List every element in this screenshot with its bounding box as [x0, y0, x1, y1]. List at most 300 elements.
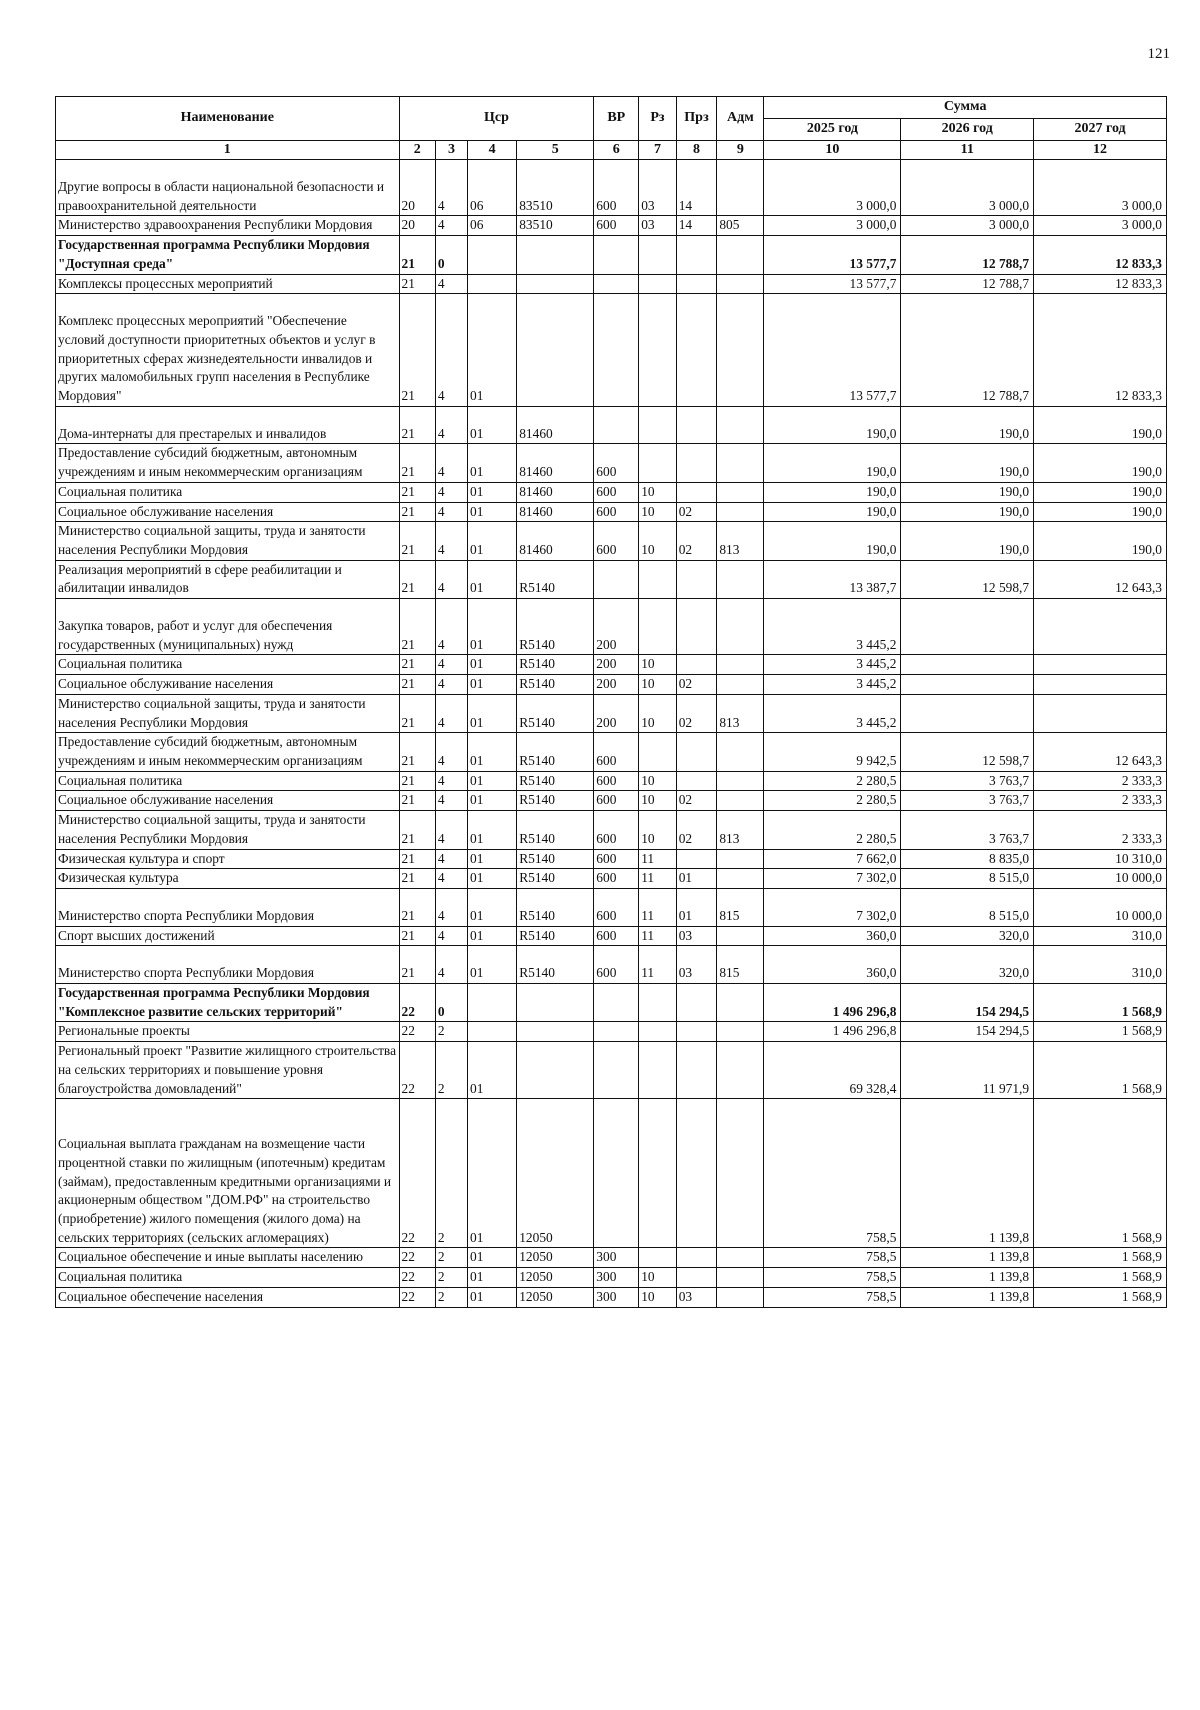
rz-code: 03 — [639, 160, 676, 216]
csr-part-4: R5140 — [517, 733, 594, 771]
amount-2026 — [901, 599, 1034, 655]
prz-code — [676, 236, 717, 274]
csr-part-2: 0 — [435, 236, 467, 274]
amount-2026 — [901, 694, 1034, 732]
amount-2025: 9 942,5 — [764, 733, 901, 771]
csr-part-3: 01 — [468, 655, 517, 675]
csr-part-1: 21 — [399, 560, 435, 598]
amount-2026 — [901, 655, 1034, 675]
rz-code — [639, 294, 676, 407]
row-name: Комплекс процессных мероприятий "Обеспечение условий доступности приоритетных объектов и услуг в приоритетных сферах жизнедеятельности инвалидов и других маломобильных групп населения в Республике Мордовия" — [56, 294, 400, 407]
table-row — [56, 849, 1167, 869]
csr-part-1: 21 — [399, 274, 435, 294]
csr-part-1: 21 — [399, 849, 435, 869]
rz-code: 10 — [639, 482, 676, 502]
csr-part-2: 2 — [435, 1268, 467, 1288]
amount-2027: 2 333,3 — [1034, 811, 1167, 849]
prz-code: 02 — [676, 694, 717, 732]
amount-2025: 3 445,2 — [764, 675, 901, 695]
amount-2026: 154 294,5 — [901, 1022, 1034, 1042]
adm-code: 813 — [717, 522, 764, 560]
csr-part-3: 01 — [468, 694, 517, 732]
row-name: Реализация мероприятий в сфере реабилитации и абилитации инвалидов — [56, 560, 400, 598]
rz-code — [639, 236, 676, 274]
csr-part-3: 01 — [468, 1268, 517, 1288]
table-row — [56, 946, 1167, 984]
csr-part-4 — [517, 1042, 594, 1099]
csr-part-2: 4 — [435, 733, 467, 771]
adm-code — [717, 849, 764, 869]
csr-part-2: 4 — [435, 926, 467, 946]
csr-part-2: 4 — [435, 522, 467, 560]
table-row — [56, 216, 1167, 236]
amount-2027: 1 568,9 — [1034, 1287, 1167, 1307]
column-number: 5 — [517, 141, 594, 160]
csr-part-2: 4 — [435, 771, 467, 791]
adm-code — [717, 236, 764, 274]
amount-2027: 190,0 — [1034, 406, 1167, 444]
csr-part-4: R5140 — [517, 791, 594, 811]
amount-2027: 1 568,9 — [1034, 1022, 1167, 1042]
row-name: Дома-интернаты для престарелых и инвалидов — [56, 406, 400, 444]
vr-code: 200 — [594, 599, 639, 655]
column-number: 9 — [717, 141, 764, 160]
csr-part-4 — [517, 236, 594, 274]
prz-code: 03 — [676, 1287, 717, 1307]
csr-part-1: 21 — [399, 811, 435, 849]
rz-code: 10 — [639, 811, 676, 849]
amount-2027: 12 833,3 — [1034, 274, 1167, 294]
vr-code: 600 — [594, 791, 639, 811]
table-row — [56, 1287, 1167, 1307]
adm-code — [717, 771, 764, 791]
prz-code — [676, 444, 717, 482]
table-row — [56, 444, 1167, 482]
csr-part-3: 06 — [468, 216, 517, 236]
table-row — [56, 1268, 1167, 1288]
csr-part-1: 22 — [399, 1099, 435, 1248]
prz-code: 14 — [676, 216, 717, 236]
csr-part-1: 21 — [399, 294, 435, 407]
csr-part-2: 2 — [435, 1287, 467, 1307]
rz-code — [639, 984, 676, 1022]
rz-code: 03 — [639, 216, 676, 236]
csr-part-2: 4 — [435, 888, 467, 926]
amount-2027: 1 568,9 — [1034, 1099, 1167, 1248]
csr-part-4: 81460 — [517, 522, 594, 560]
table-row — [56, 294, 1167, 407]
amount-2027: 310,0 — [1034, 946, 1167, 984]
prz-code — [676, 1099, 717, 1248]
amount-2026 — [901, 675, 1034, 695]
prz-code — [676, 406, 717, 444]
row-name: Министерство социальной защиты, труда и занятости населения Республики Мордовия — [56, 811, 400, 849]
csr-part-4: R5140 — [517, 811, 594, 849]
csr-part-1: 22 — [399, 1287, 435, 1307]
csr-part-4: 81460 — [517, 406, 594, 444]
rz-code: 10 — [639, 1287, 676, 1307]
row-name: Социальная политика — [56, 655, 400, 675]
rz-code: 10 — [639, 502, 676, 522]
amount-2025: 3 000,0 — [764, 160, 901, 216]
csr-part-3: 01 — [468, 482, 517, 502]
row-name: Предоставление субсидий бюджетным, автономным учреждениям и иным некоммерческим организациям — [56, 444, 400, 482]
row-name: Социальное обеспечение и иные выплаты населению — [56, 1248, 400, 1268]
csr-part-1: 21 — [399, 502, 435, 522]
amount-2027: 2 333,3 — [1034, 771, 1167, 791]
amount-2025: 3 445,2 — [764, 599, 901, 655]
rz-code — [639, 1042, 676, 1099]
csr-part-3: 01 — [468, 1287, 517, 1307]
row-name: Социальная политика — [56, 771, 400, 791]
rz-code: 11 — [639, 946, 676, 984]
csr-part-2: 4 — [435, 811, 467, 849]
csr-part-1: 21 — [399, 733, 435, 771]
amount-2026: 320,0 — [901, 926, 1034, 946]
table-row — [56, 560, 1167, 598]
header-sum: Сумма — [764, 97, 1167, 119]
csr-part-1: 21 — [399, 444, 435, 482]
table-row — [56, 791, 1167, 811]
amount-2027: 190,0 — [1034, 444, 1167, 482]
csr-part-4: 12050 — [517, 1248, 594, 1268]
row-name: Комплексы процессных мероприятий — [56, 274, 400, 294]
csr-part-3: 01 — [468, 444, 517, 482]
vr-code: 600 — [594, 160, 639, 216]
prz-code — [676, 1022, 717, 1042]
prz-code: 02 — [676, 791, 717, 811]
amount-2026: 3 763,7 — [901, 811, 1034, 849]
rz-code — [639, 599, 676, 655]
prz-code — [676, 984, 717, 1022]
amount-2026: 1 139,8 — [901, 1268, 1034, 1288]
csr-part-4: 83510 — [517, 216, 594, 236]
amount-2025: 2 280,5 — [764, 771, 901, 791]
header-csr: Цср — [399, 97, 594, 141]
adm-code — [717, 1268, 764, 1288]
csr-part-2: 4 — [435, 160, 467, 216]
column-number: 1 — [56, 141, 400, 160]
amount-2026: 3 000,0 — [901, 160, 1034, 216]
amount-2025: 3 000,0 — [764, 216, 901, 236]
amount-2025: 360,0 — [764, 926, 901, 946]
row-name: Министерство социальной защиты, труда и занятости населения Республики Мордовия — [56, 694, 400, 732]
rz-code — [639, 1099, 676, 1248]
csr-part-2: 4 — [435, 675, 467, 695]
csr-part-1: 21 — [399, 888, 435, 926]
csr-part-2: 4 — [435, 560, 467, 598]
amount-2025: 7 302,0 — [764, 869, 901, 889]
vr-code: 600 — [594, 444, 639, 482]
csr-part-1: 22 — [399, 1042, 435, 1099]
row-name: Физическая культура и спорт — [56, 849, 400, 869]
vr-code: 600 — [594, 946, 639, 984]
vr-code — [594, 1022, 639, 1042]
csr-part-3 — [468, 236, 517, 274]
vr-code: 600 — [594, 502, 639, 522]
csr-part-2: 4 — [435, 694, 467, 732]
csr-part-1: 20 — [399, 160, 435, 216]
row-name: Закупка товаров, работ и услуг для обеспечения государственных (муниципальных) нужд — [56, 599, 400, 655]
table-row — [56, 1248, 1167, 1268]
amount-2027: 190,0 — [1034, 482, 1167, 502]
csr-part-4: 12050 — [517, 1287, 594, 1307]
amount-2026: 190,0 — [901, 482, 1034, 502]
csr-part-2: 4 — [435, 946, 467, 984]
prz-code — [676, 771, 717, 791]
csr-part-1: 22 — [399, 1268, 435, 1288]
amount-2026: 1 139,8 — [901, 1099, 1034, 1248]
vr-code: 600 — [594, 811, 639, 849]
amount-2025: 13 577,7 — [764, 236, 901, 274]
rz-code: 10 — [639, 771, 676, 791]
prz-code: 03 — [676, 926, 717, 946]
amount-2026: 3 763,7 — [901, 791, 1034, 811]
amount-2025: 69 328,4 — [764, 1042, 901, 1099]
csr-part-4 — [517, 274, 594, 294]
table-row — [56, 675, 1167, 695]
csr-part-3 — [468, 274, 517, 294]
vr-code: 200 — [594, 675, 639, 695]
csr-part-1: 22 — [399, 1022, 435, 1042]
row-name: Социальное обслуживание населения — [56, 791, 400, 811]
rz-code — [639, 1022, 676, 1042]
csr-part-2: 4 — [435, 869, 467, 889]
row-name: Социальная политика — [56, 1268, 400, 1288]
vr-code: 600 — [594, 482, 639, 502]
amount-2026: 1 139,8 — [901, 1287, 1034, 1307]
vr-code — [594, 406, 639, 444]
prz-code — [676, 655, 717, 675]
vr-code — [594, 984, 639, 1022]
amount-2027: 190,0 — [1034, 502, 1167, 522]
rz-code — [639, 560, 676, 598]
adm-code — [717, 869, 764, 889]
csr-part-3: 01 — [468, 560, 517, 598]
csr-part-1: 21 — [399, 675, 435, 695]
header-rz: Рз — [639, 97, 676, 141]
table-row — [56, 522, 1167, 560]
table-row — [56, 236, 1167, 274]
csr-part-1: 22 — [399, 1248, 435, 1268]
csr-part-2: 4 — [435, 599, 467, 655]
amount-2027: 310,0 — [1034, 926, 1167, 946]
adm-code — [717, 294, 764, 407]
rz-code: 10 — [639, 1268, 676, 1288]
amount-2025: 758,5 — [764, 1248, 901, 1268]
csr-part-1: 21 — [399, 599, 435, 655]
adm-code — [717, 160, 764, 216]
column-number-row — [56, 141, 1167, 160]
amount-2027 — [1034, 694, 1167, 732]
amount-2025: 3 445,2 — [764, 655, 901, 675]
csr-part-4: 81460 — [517, 482, 594, 502]
rz-code: 11 — [639, 849, 676, 869]
csr-part-3 — [468, 1022, 517, 1042]
table-row — [56, 655, 1167, 675]
amount-2027: 12 833,3 — [1034, 236, 1167, 274]
row-name: Социальное обслуживание населения — [56, 502, 400, 522]
csr-part-2: 2 — [435, 1248, 467, 1268]
csr-part-3: 01 — [468, 869, 517, 889]
csr-part-4: R5140 — [517, 771, 594, 791]
vr-code: 600 — [594, 849, 639, 869]
amount-2027: 10 310,0 — [1034, 849, 1167, 869]
amount-2025: 13 387,7 — [764, 560, 901, 598]
vr-code: 600 — [594, 522, 639, 560]
prz-code: 01 — [676, 869, 717, 889]
rz-code — [639, 444, 676, 482]
csr-part-4 — [517, 1022, 594, 1042]
csr-part-4 — [517, 984, 594, 1022]
amount-2027 — [1034, 655, 1167, 675]
vr-code — [594, 294, 639, 407]
prz-code — [676, 482, 717, 502]
amount-2025: 1 496 296,8 — [764, 1022, 901, 1042]
csr-part-4: 81460 — [517, 444, 594, 482]
csr-part-1: 21 — [399, 236, 435, 274]
amount-2026: 12 788,7 — [901, 236, 1034, 274]
adm-code — [717, 1022, 764, 1042]
csr-part-4: R5140 — [517, 560, 594, 598]
csr-part-4: R5140 — [517, 888, 594, 926]
csr-part-3: 01 — [468, 675, 517, 695]
prz-code — [676, 1248, 717, 1268]
csr-part-1: 21 — [399, 522, 435, 560]
csr-part-3: 01 — [468, 1099, 517, 1248]
adm-code: 815 — [717, 946, 764, 984]
csr-part-2: 4 — [435, 791, 467, 811]
amount-2027: 10 000,0 — [1034, 888, 1167, 926]
rz-code: 10 — [639, 522, 676, 560]
prz-code — [676, 1042, 717, 1099]
vr-code — [594, 1042, 639, 1099]
amount-2026: 3 763,7 — [901, 771, 1034, 791]
amount-2027: 1 568,9 — [1034, 1042, 1167, 1099]
table-row — [56, 926, 1167, 946]
csr-part-1: 20 — [399, 216, 435, 236]
row-name: Социальное обеспечение населения — [56, 1287, 400, 1307]
amount-2026: 12 598,7 — [901, 560, 1034, 598]
csr-part-3: 01 — [468, 1248, 517, 1268]
csr-part-4: R5140 — [517, 946, 594, 984]
csr-part-3: 01 — [468, 791, 517, 811]
amount-2025: 758,5 — [764, 1268, 901, 1288]
csr-part-4: 12050 — [517, 1099, 594, 1248]
vr-code: 600 — [594, 216, 639, 236]
csr-part-3: 01 — [468, 849, 517, 869]
prz-code: 14 — [676, 160, 717, 216]
amount-2027: 3 000,0 — [1034, 160, 1167, 216]
adm-code — [717, 482, 764, 502]
prz-code: 02 — [676, 811, 717, 849]
prz-code — [676, 599, 717, 655]
adm-code: 815 — [717, 888, 764, 926]
amount-2025: 7 302,0 — [764, 888, 901, 926]
csr-part-2: 4 — [435, 216, 467, 236]
prz-code — [676, 733, 717, 771]
table-row — [56, 694, 1167, 732]
adm-code — [717, 599, 764, 655]
row-name: Региональные проекты — [56, 1022, 400, 1042]
csr-part-4: R5140 — [517, 869, 594, 889]
vr-code: 200 — [594, 655, 639, 675]
amount-2026: 8 515,0 — [901, 869, 1034, 889]
csr-part-3: 01 — [468, 406, 517, 444]
csr-part-3: 01 — [468, 502, 517, 522]
amount-2026: 12 788,7 — [901, 274, 1034, 294]
vr-code: 600 — [594, 733, 639, 771]
prz-code — [676, 560, 717, 598]
adm-code: 813 — [717, 811, 764, 849]
csr-part-3 — [468, 984, 517, 1022]
csr-part-3: 01 — [468, 733, 517, 771]
amount-2027 — [1034, 675, 1167, 695]
csr-part-4: 83510 — [517, 160, 594, 216]
row-name: Государственная программа Республики Мордовия "Доступная среда" — [56, 236, 400, 274]
csr-part-2: 4 — [435, 502, 467, 522]
vr-code — [594, 274, 639, 294]
row-name: Министерство спорта Республики Мордовия — [56, 888, 400, 926]
adm-code: 813 — [717, 694, 764, 732]
amount-2025: 190,0 — [764, 444, 901, 482]
amount-2027: 1 568,9 — [1034, 984, 1167, 1022]
adm-code — [717, 733, 764, 771]
prz-code: 03 — [676, 946, 717, 984]
column-number: 6 — [594, 141, 639, 160]
prz-code — [676, 1268, 717, 1288]
adm-code — [717, 1042, 764, 1099]
column-number: 7 — [639, 141, 676, 160]
csr-part-2: 0 — [435, 984, 467, 1022]
prz-code: 02 — [676, 522, 717, 560]
amount-2027: 2 333,3 — [1034, 791, 1167, 811]
adm-code — [717, 444, 764, 482]
csr-part-3: 01 — [468, 599, 517, 655]
row-name: Социальное обслуживание населения — [56, 675, 400, 695]
amount-2025: 190,0 — [764, 406, 901, 444]
vr-code: 300 — [594, 1268, 639, 1288]
amount-2026: 154 294,5 — [901, 984, 1034, 1022]
csr-part-2: 2 — [435, 1099, 467, 1248]
row-name: Министерство социальной защиты, труда и занятости населения Республики Мордовия — [56, 522, 400, 560]
amount-2026: 190,0 — [901, 406, 1034, 444]
budget-table — [55, 96, 1167, 1308]
amount-2025: 758,5 — [764, 1287, 901, 1307]
row-name: Государственная программа Республики Мордовия "Комплексное развитие сельских территорий" — [56, 984, 400, 1022]
csr-part-4: R5140 — [517, 655, 594, 675]
amount-2026: 12 788,7 — [901, 294, 1034, 407]
csr-part-1: 21 — [399, 482, 435, 502]
csr-part-2: 4 — [435, 406, 467, 444]
amount-2025: 360,0 — [764, 946, 901, 984]
table-row — [56, 160, 1167, 216]
table-row — [56, 482, 1167, 502]
vr-code: 300 — [594, 1287, 639, 1307]
rz-code: 10 — [639, 655, 676, 675]
table-row — [56, 811, 1167, 849]
csr-part-3: 01 — [468, 811, 517, 849]
table-row — [56, 599, 1167, 655]
vr-code — [594, 560, 639, 598]
amount-2027: 1 568,9 — [1034, 1268, 1167, 1288]
header-2025: 2025 год — [764, 119, 901, 141]
vr-code — [594, 236, 639, 274]
amount-2025: 190,0 — [764, 502, 901, 522]
amount-2026: 320,0 — [901, 946, 1034, 984]
amount-2025: 13 577,7 — [764, 274, 901, 294]
csr-part-2: 2 — [435, 1042, 467, 1099]
